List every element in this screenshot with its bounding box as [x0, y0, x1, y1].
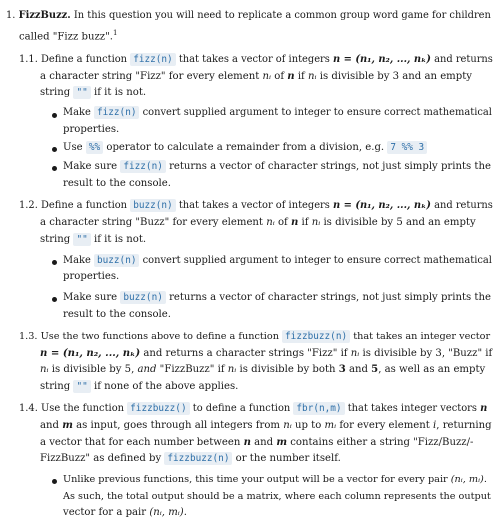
- q4-math: (nᵢ, mᵢ): [450, 474, 484, 485]
- q3-text: "FizzBuzz" if: [156, 364, 228, 375]
- q3-text: and returns a character strings "Fizz" if: [140, 348, 351, 359]
- q3-line-3: [40, 363, 485, 377]
- q4-bullet-text: Unlike previous functions, this time your output will be a vector for every pair: [63, 474, 451, 485]
- q2-bullet-text: properties.: [63, 271, 120, 282]
- q4-text: to define a function: [189, 403, 294, 414]
- q1-text: if: [294, 71, 309, 82]
- q2-math: n: [290, 217, 299, 228]
- q3-math: nᵢ: [227, 364, 237, 375]
- q2-bullet-2-line-2: [63, 308, 171, 322]
- section-title: FizzBuzz.: [18, 10, 71, 21]
- q1-bullet-1-line-2: [63, 123, 119, 137]
- bullet-icon: [52, 260, 57, 265]
- q2-number: 1.2.: [19, 200, 38, 211]
- bullet-icon: [52, 297, 57, 302]
- q4-text: and: [40, 420, 63, 431]
- q2-line-3: [40, 233, 146, 247]
- q1-bullet-text: result to the console.: [63, 178, 171, 189]
- q1-math: n = (n₁, n₂, ..., nₖ): [332, 54, 431, 65]
- q4-math: m: [62, 420, 73, 431]
- code-buzz: buzz(n): [130, 199, 176, 212]
- q3-bold: 3: [338, 364, 346, 375]
- q4-text: or the number itself.: [232, 453, 341, 464]
- q1-line-3: [40, 86, 146, 100]
- q4-text: for every element: [336, 420, 434, 431]
- q3-math: nᵢ: [350, 348, 360, 359]
- q1-bullet-text: returns a vector of character strings, not just simply prints the: [165, 161, 491, 172]
- q2-text: is divisible by 5 and an empty: [320, 217, 476, 228]
- q3-line-4: [40, 380, 238, 394]
- q1-text: Define a function: [40, 54, 131, 65]
- q2-text: if it is not.: [90, 234, 147, 245]
- q2-bullet-2-line-1: [63, 291, 491, 305]
- q4-math: nᵢ: [283, 420, 292, 431]
- q1-bullet-3-line-2: [63, 177, 171, 191]
- q2-math: nᵢ: [266, 217, 275, 228]
- q1-text: is divisible by 3 and an empty: [316, 71, 472, 82]
- code-fizzbuzz: fizzbuzz(n): [282, 330, 350, 343]
- q2-text: of: [274, 217, 291, 228]
- q2-bullet-1-line-2: [63, 270, 119, 284]
- q4-text: as input, goes through all integers from: [72, 420, 284, 431]
- q3-number: 1.3.: [19, 331, 38, 342]
- q4-text: , returning: [436, 420, 492, 431]
- q4-math: (nᵢ, mᵢ): [149, 507, 184, 518]
- q3-math: n = (n₁, n₂, ..., nₖ): [40, 348, 141, 359]
- section-intro-line-2: [19, 26, 118, 43]
- code-fizzbuzz: fizzbuzz(n): [164, 452, 232, 465]
- q4-text: and: [250, 437, 277, 448]
- q2-line-2: [40, 216, 476, 230]
- code-fizz: fizz(n): [120, 160, 166, 173]
- q4-text: up to: [291, 420, 325, 431]
- q3-math: nᵢ: [40, 364, 49, 375]
- q1-line-2: [40, 70, 472, 84]
- section-intro-text-1: In this question you will need to replicate a common group word game for children: [70, 10, 491, 21]
- q2-line-1: [19, 199, 493, 213]
- q4-line-4: [40, 452, 341, 466]
- q3-text: is divisible by both: [236, 364, 339, 375]
- q1-bullet-text: properties.: [63, 124, 120, 135]
- q4-math: n: [480, 403, 488, 414]
- q1-text: if it is not.: [90, 87, 147, 98]
- footnote-mark: 1: [112, 29, 118, 37]
- q4-bullet-1-line-2: [63, 490, 491, 504]
- bullet-icon: [52, 113, 57, 118]
- q2-math: nᵢ: [311, 217, 321, 228]
- q1-text: of: [271, 71, 288, 82]
- section-number: 1.: [6, 10, 16, 21]
- code-buzz: buzz(n): [120, 291, 166, 304]
- code-empty-string: "": [73, 380, 90, 393]
- q4-bullet-text: As such, the total output should be a matrix, where each column represents the output: [63, 491, 491, 502]
- q2-bullet-1-line-1: [63, 254, 492, 268]
- q1-math: nᵢ: [262, 71, 272, 82]
- q3-emphasis: and: [137, 364, 157, 375]
- code-empty-string: "": [73, 233, 90, 246]
- q2-text: that takes a vector of integers: [175, 200, 333, 211]
- q4-math: i: [433, 420, 437, 431]
- q2-text: string: [40, 234, 74, 245]
- q4-text: that takes integer vectors: [344, 403, 481, 414]
- q2-bullet-text: Make: [63, 255, 94, 266]
- q3-bold: 5: [371, 364, 379, 375]
- q1-number: 1.1.: [19, 54, 38, 65]
- q1-bullet-text: Make: [63, 107, 94, 118]
- code-fizz: fizz(n): [94, 106, 140, 119]
- q1-bullet-text: Make sure: [63, 161, 121, 172]
- code-modulo: %%: [86, 141, 103, 154]
- section-intro-line-1: [6, 9, 491, 23]
- q2-text: if: [298, 217, 312, 228]
- q2-math: n = (n₁, n₂, ..., nₖ): [332, 200, 431, 211]
- q1-bullet-text: convert supplied argument to integer to ensure correct mathematical: [139, 107, 492, 118]
- q2-bullet-text: result to the console.: [63, 309, 171, 320]
- code-fizzbuzz-call: fizzbuzz(): [127, 402, 189, 415]
- q4-math: m: [276, 437, 288, 448]
- q4-bullet-text: vector for a pair: [63, 507, 150, 518]
- q2-bullet-text: convert supplied argument to integer to ensure correct mathematical: [139, 255, 492, 266]
- q4-line-3: [40, 436, 473, 450]
- code-buzz: buzz(n): [94, 254, 140, 267]
- q2-text: a character string "Buzz" for every element: [40, 217, 267, 228]
- q1-bullet-text: Use: [63, 142, 86, 153]
- q1-bullet-2: [63, 141, 427, 155]
- q4-line-2: [40, 419, 492, 433]
- q4-bullet-text: .: [183, 507, 187, 518]
- bullet-icon: [52, 479, 57, 484]
- q3-text: if none of the above applies.: [90, 381, 239, 392]
- q4-math: mᵢ: [324, 420, 337, 431]
- section-intro-text-2: called "Fizz buzz".: [19, 31, 113, 43]
- q1-math: nᵢ: [308, 71, 317, 82]
- q2-bullet-text: Make sure: [63, 292, 121, 303]
- q1-text: string: [40, 87, 74, 98]
- q1-text: that takes a vector of integers: [175, 54, 333, 65]
- q1-math: n: [287, 71, 295, 82]
- q2-text: and returns: [430, 200, 493, 211]
- q4-bullet-1-line-3: [63, 506, 187, 520]
- q1-bullet-3-line-1: [63, 160, 491, 174]
- q1-text: a character string "Fizz" for every element: [40, 71, 263, 82]
- q1-text: and returns: [430, 54, 493, 65]
- q3-line-2: [40, 347, 492, 361]
- code-fbr: fbr(n,m): [293, 402, 344, 415]
- q4-bullet-text: .: [483, 474, 487, 485]
- code-fizz: fizz(n): [130, 53, 176, 66]
- q4-text: Use the function: [40, 403, 128, 414]
- q3-text: , as well as an empty: [378, 364, 486, 375]
- q3-text: is divisible by 3, "Buzz" if: [359, 348, 493, 359]
- q4-text: a vector that for each number between: [40, 437, 244, 448]
- q4-text: FizzBuzz" as defined by: [40, 453, 165, 464]
- q1-bullet-1-line-1: [63, 106, 492, 120]
- q4-number: 1.4.: [19, 403, 38, 414]
- q3-line-1: [19, 330, 490, 344]
- q2-text: Define a function: [40, 200, 131, 211]
- bullet-icon: [52, 166, 57, 171]
- q1-line-1: [19, 53, 493, 67]
- q1-bullet-text: operator to calculate a remainder from a division, e.g.: [103, 142, 388, 153]
- code-example: 7 %% 3: [387, 141, 427, 154]
- q3-text: that takes an integer vector: [350, 331, 491, 342]
- q3-text: string: [40, 381, 74, 392]
- q3-text: is divisible by 5,: [48, 364, 138, 375]
- code-empty-string: "": [73, 86, 90, 99]
- q2-bullet-text: returns a vector of character strings, not just simply prints the: [165, 292, 491, 303]
- q4-line-1: [19, 402, 487, 416]
- q4-bullet-1-line-1: [63, 473, 487, 487]
- q4-math: n: [243, 437, 251, 448]
- bullet-icon: [52, 147, 57, 152]
- q3-text: Use the two functions above to define a function: [40, 331, 283, 342]
- q4-text: contains either a string "Fizz/Buzz/-: [287, 437, 474, 448]
- q3-text: and: [345, 364, 372, 375]
